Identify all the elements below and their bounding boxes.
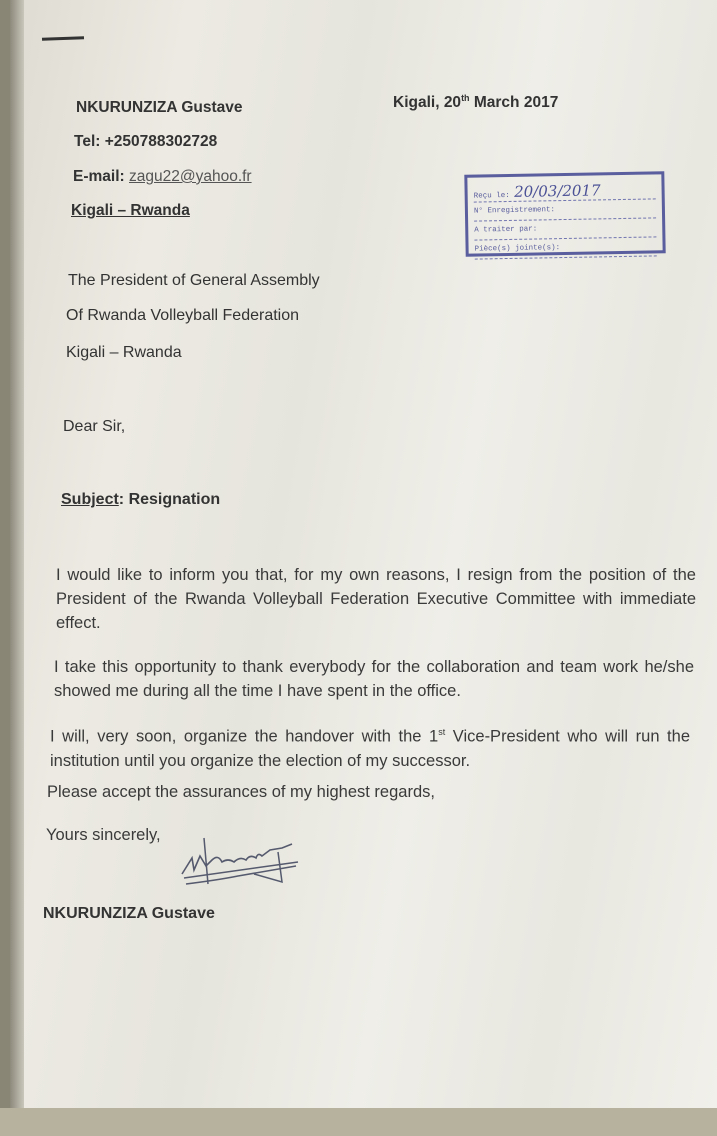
date-month-year: March 2017 (469, 94, 559, 112)
body-paragraph-4: Please accept the assurances of my highest regards, (47, 783, 435, 801)
sender-phone (74, 133, 217, 151)
stamp-attachments: Pièce(s) jointe(s): (474, 237, 656, 259)
recipient-line-1: The President of General Assembly (68, 272, 320, 289)
body-paragraph-2: I take this opportunity to thank everybody for the collaboration and team work he/she showed me during all the time I have spent in the office. (54, 658, 694, 700)
letter-page (10, 0, 717, 1108)
date-suffix: th (461, 93, 470, 103)
subject-label: Subject (61, 491, 119, 508)
date-day: Kigali, 20 (393, 94, 462, 112)
phone-value: +250788302728 (104, 133, 218, 150)
email-link[interactable]: zagu22@yahoo.fr (129, 168, 252, 185)
stamp-received-date: 20/03/2017 (513, 181, 601, 201)
desk-surface (0, 1108, 717, 1136)
signature-name: NKURUNZIZA Gustave (43, 905, 215, 922)
recipient-line-3: Kigali – Rwanda (66, 344, 182, 361)
phone-label: Tel: (74, 133, 101, 150)
sender-location: Kigali – Rwanda (71, 202, 190, 219)
subject-line (61, 491, 220, 509)
subject-value: : Resignation (118, 491, 221, 508)
sender-email (73, 168, 252, 186)
email-label: E-mail: (73, 168, 125, 185)
recipient-line-2: Of Rwanda Volleyball Federation (66, 307, 300, 324)
pen-mark (42, 36, 84, 40)
reception-stamp (464, 171, 665, 256)
body-paragraph-3: I will, very soon, organize the handover with the 1st Vice-President who will run the institution until you organize the election of my successor. (50, 727, 690, 770)
letter-date (393, 93, 558, 112)
salutation: Dear Sir, (63, 418, 126, 435)
stamp-handled-by: A traiter par: (474, 218, 656, 240)
signature (178, 832, 318, 894)
stamp-received: Reçu le: 20/03/2017 (473, 180, 655, 202)
sender-name: NKURUNZIZA Gustave (76, 99, 243, 116)
body-paragraph-1: I would like to inform you that, for my own reasons, I resign from the position of the President of the Rwanda Volleyball Federation Executive Committee with immediate effect. (56, 566, 696, 632)
stamp-registration: N° Enregistrement: (474, 199, 656, 221)
page-edge-shadow (10, 0, 24, 1108)
closing: Yours sincerely, (46, 826, 161, 844)
